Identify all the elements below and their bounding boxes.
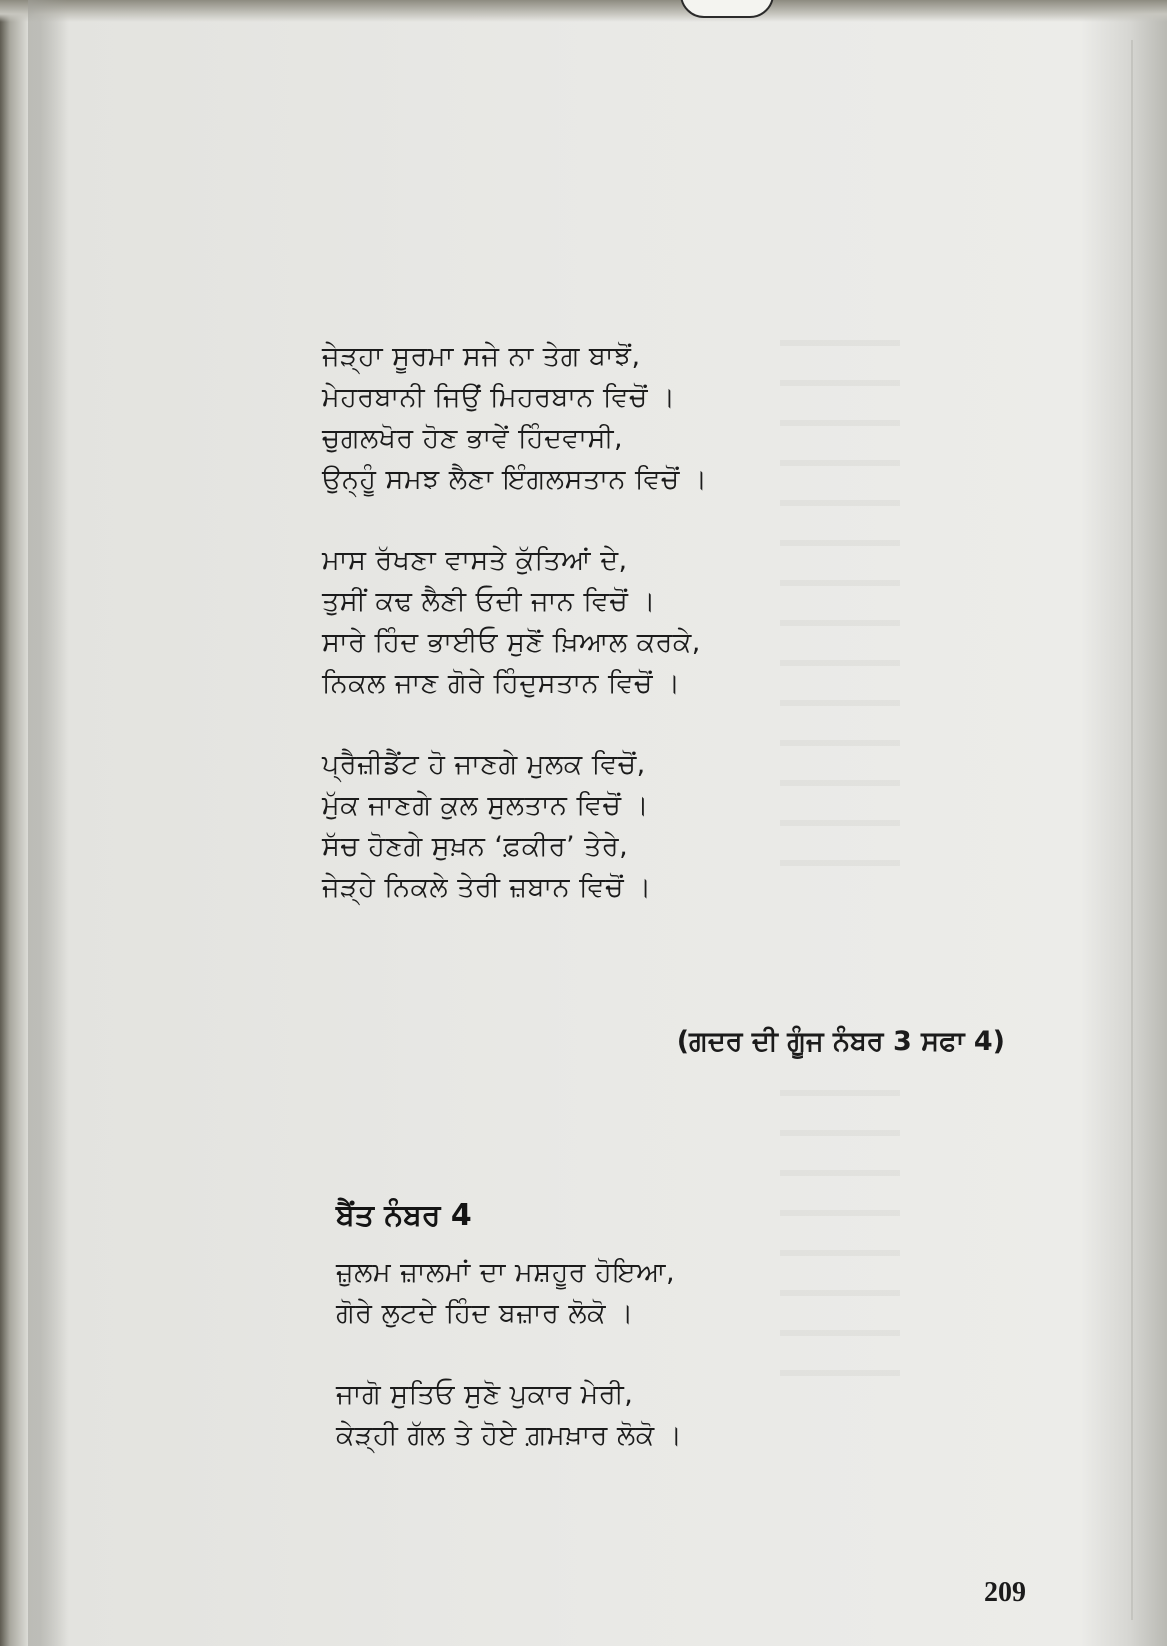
book-top-edge: [0, 0, 1167, 22]
verse-line: ਕੇੜ੍ਹੀ ਗੱਲ ਤੇ ਹੋਏ ਗ਼ਮਖ਼ਾਰ ਲੋਕੋ ।: [336, 1420, 683, 1451]
verse-line: ਤੁਸੀਂ ਕਢ ਲੈਣੀ ਓਦੀ ਜਾਨ ਵਿਚੋਂ ।: [322, 586, 656, 617]
section-heading: ਬੈਂਤ ਨੰਬਰ 4: [336, 1198, 472, 1233]
page-number: 209: [984, 1577, 1026, 1608]
verse-line: ਜ਼ੁਲਮ ਜ਼ਾਲਮਾਂ ਦਾ ਮਸ਼ਹੂਰ ਹੋਇਆ,: [336, 1257, 676, 1288]
verse-line: ਮੇਹਰਬਾਨੀ ਜਿਉਂ ਮਿਹਰਬਾਨ ਵਿਚੋਂ ।: [322, 382, 676, 413]
verse-line: ਜਾਗੋ ਸੁਤਿਓ ਸੁਣੋ ਪੁਕਾਰ ਮੇਰੀ,: [336, 1379, 634, 1410]
verse-line: ਮੁੱਕ ਜਾਣਗੇ ਕੁਲ ਸੁਲਤਾਨ ਵਿਚੋਂ ।: [322, 790, 650, 821]
source-citation: (ਗਦਰ ਦੀ ਗੂੰਜ ਨੰਬਰ 3 ਸਫਾ 4): [676, 1026, 1005, 1057]
book-gutter-shadow: [28, 0, 68, 1646]
page-edge-line: [1131, 40, 1133, 1620]
poem-part-one: [322, 336, 1042, 948]
verse-line: ਪ੍ਰੈਜ਼ੀਡੈਂਟ ਹੋ ਜਾਣਗੇ ਮੁਲਕ ਵਿਚੋਂ,: [322, 749, 646, 780]
verse-line: ਗੋਰੇ ਲੁਟਦੇ ਹਿੰਦ ਬਜ਼ਾਰ ਲੋਕੋ ।: [336, 1298, 634, 1329]
stanza-1: [322, 336, 1042, 500]
verse-line: ਸਾਰੇ ਹਿੰਦ ਭਾਈਓ ਸੁਣੋਂ ਖ਼ਿਆਲ ਕਰਕੇ,: [322, 627, 701, 658]
stanza-2: [322, 540, 1042, 704]
stanza-4: [336, 1252, 1056, 1334]
verse-line: ਜੇੜ੍ਹਾ ਸੂਰਮਾ ਸਜੇ ਨਾ ਤੇਗ ਬਾਝੋਂ,: [322, 341, 641, 372]
verse-line: ਚੁਗਲਖੋਰ ਹੋਣ ਭਾਵੇਂ ਹਿੰਦਵਾਸੀ,: [322, 423, 624, 454]
stanza-5: [336, 1374, 1056, 1456]
verse-line: ਜੇੜ੍ਹੇ ਨਿਕਲੇ ਤੇਰੀ ਜ਼ਬਾਨ ਵਿਚੋਂ ।: [322, 872, 652, 903]
poem-part-two: [336, 1252, 1056, 1496]
paper-slip: [680, 0, 774, 18]
verse-line: ਉਨ੍ਹੂੰ ਸਮਝ ਲੈਣਾ ਇੰਗਲਸਤਾਨ ਵਿਚੋਂ ।: [322, 464, 708, 495]
verse-line: ਨਿਕਲ ਜਾਣ ਗੋਰੇ ਹਿੰਦੁਸਤਾਨ ਵਿਚੋਂ ।: [322, 668, 681, 699]
verse-line: ਮਾਸ ਰੱਖਣਾ ਵਾਸਤੇ ਕੁੱਤਿਆਂ ਦੇ,: [322, 545, 628, 576]
stanza-3: [322, 744, 1042, 908]
verse-line: ਸੱਚ ਹੋਣਗੇ ਸੁਖ਼ਨ ‘ਫ਼ਕੀਰ’ ਤੇਰੇ,: [322, 831, 629, 862]
